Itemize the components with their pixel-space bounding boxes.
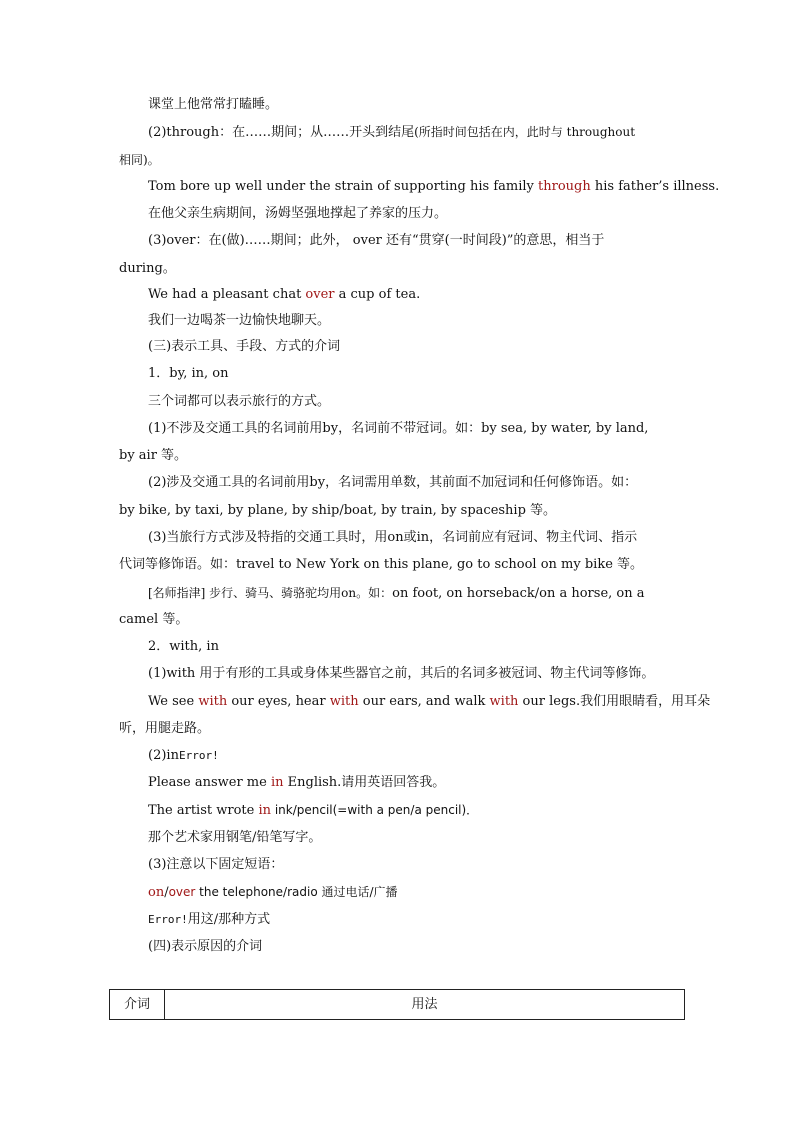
text-line: (2)through：在……期间；从……开头到结尾(所指时间包括在内，此时与 throughout (148, 125, 636, 140)
text-line: by bike, by taxi, by plane, by ship/boat, by train, by spaceship 等。 (119, 503, 557, 518)
fixed-phrase: on/over the telephone/radio 通过电话/广播 (148, 885, 398, 900)
text-line: 相同)。 (119, 153, 160, 167)
highlighted-preposition: in (258, 803, 271, 818)
example-sentence: We had a pleasant chat over a cup of tea. (148, 287, 421, 302)
error-field: Error! (178, 749, 219, 762)
error-field: Error! (148, 913, 188, 926)
text-line: 代词等修饰语。如：travel to New York on this plane, go to school on my bike 等。 (119, 557, 644, 572)
section-heading: (四)表示原因的介词 (148, 939, 263, 954)
fixed-phrase: Error!用这/那种方式 (148, 912, 271, 927)
text-line: (2)inError! (148, 748, 219, 763)
text-line: (3)over：在(做)……期间；此外， over 还有“贯穿(一时间段)”的意思，相当于 (148, 233, 605, 248)
highlighted-preposition: in (270, 775, 284, 790)
text-line: 听，用腿走路。 (119, 721, 211, 736)
highlighted-preposition: through (538, 179, 591, 194)
text-line: camel 等。 (119, 612, 189, 627)
highlighted-preposition: with (198, 694, 228, 709)
text-line: during。 (119, 261, 176, 276)
text-line: (2)涉及交通工具的名词前用by，名词需用单数，其前面不加冠词和任何修饰语。如： (148, 475, 638, 490)
text-line: (1)with 用于有形的工具或身体某些器官之前，其后的名词多被冠词、物主代词等修饰。 (148, 666, 655, 681)
teacher-tip: [名师指津] 步行、骑马、骑骆驼均用on。如：on foot, on horseback/on a horse, on a (148, 586, 645, 601)
example-sentence: The artist wrote in ink/pencil(=with a pen/a pencil)． (148, 803, 479, 818)
text-line: by air 等。 (119, 448, 188, 463)
highlighted-preposition: over (168, 885, 196, 899)
text-line: 课堂上他常常打瞌睡。 (148, 97, 279, 112)
highlighted-preposition: with (329, 694, 359, 709)
table-header-row (110, 990, 685, 1020)
text-line: (3)注意以下固定短语： (148, 857, 284, 872)
translation-line: 那个艺术家用钢笔/铅笔写字。 (148, 830, 322, 845)
text-line: (1)不涉及交通工具的名词前用by，名词前不带冠词。如：by sea, by water, by land, (148, 421, 649, 436)
section-heading: (三)表示工具、手段、方式的介词 (148, 339, 341, 354)
table-header-cell: 介词 (110, 990, 165, 1020)
example-sentence: Tom bore up well under the strain of supporting his family through his father’s illness. (148, 179, 720, 194)
highlighted-preposition: on (148, 885, 165, 900)
example-sentence: Please answer me in English.请用英语回答我。 (148, 775, 446, 790)
table-header-cell: 用法 (165, 990, 685, 1020)
example-sentence: We see with our eyes, hear with our ears, and walk with our legs.我们用眼睛看，用耳朵 (148, 694, 711, 709)
highlighted-preposition: with (489, 694, 519, 709)
translation-line: 在他父亲生病期间，汤姆坚强地撑起了养家的压力。 (148, 206, 448, 221)
text-line: (3)当旅行方式涉及特指的交通工具时，用on或in，名词前应有冠词、物主代词、指示 (148, 530, 638, 545)
subsection-heading: 2．with, in (148, 639, 219, 654)
translation-line: 我们一边喝茶一边愉快地聊天。 (148, 313, 331, 328)
text-line: 三个词都可以表示旅行的方式。 (148, 394, 331, 409)
highlighted-preposition: over (305, 287, 335, 302)
preposition-table (109, 989, 685, 1020)
subsection-heading: 1．by, in, on (148, 366, 229, 381)
